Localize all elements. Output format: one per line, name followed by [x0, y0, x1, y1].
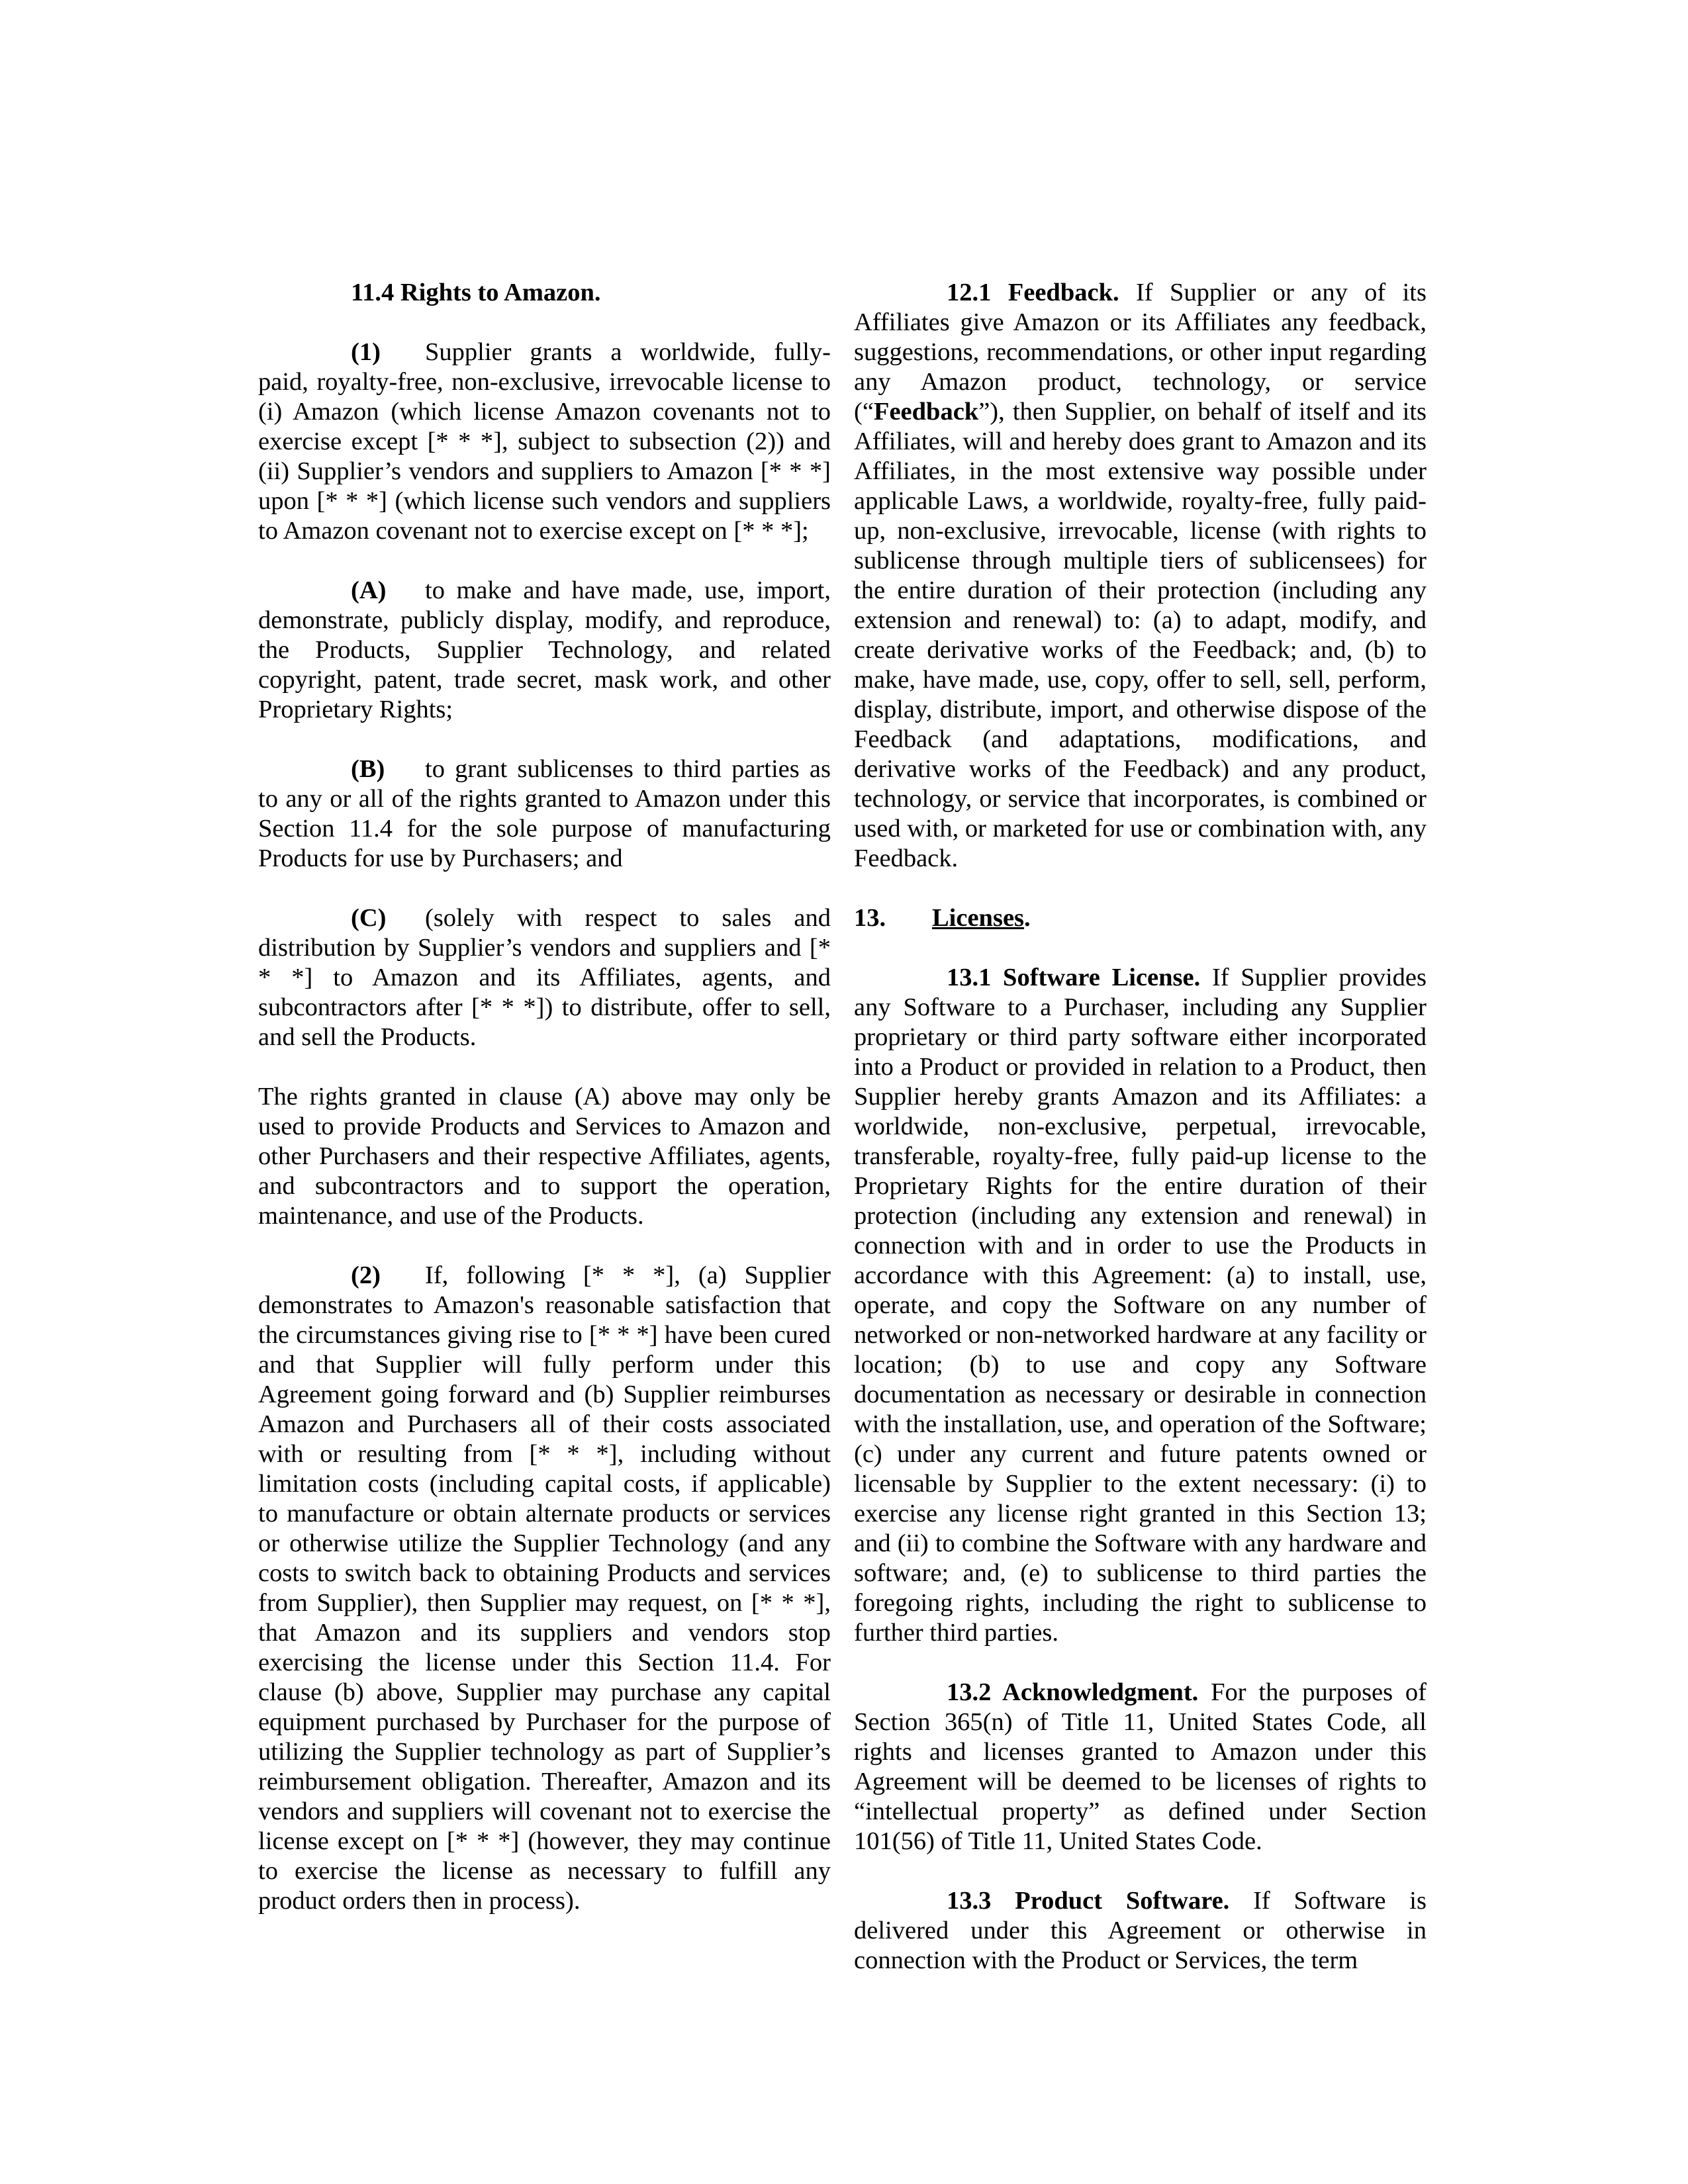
- clause-label-b: (B): [351, 755, 385, 783]
- section-13-3-text: If Software is delivered under this Agreement or otherwise in connection with the Product or Services, the term: [854, 1887, 1427, 1974]
- section-12-1-feedback: [854, 278, 1427, 874]
- clause-text-2: If, following [* * *], (a) Supplier demonstrates to Amazon's reasonable satisfaction that the circumstances giving rise to [* * *] have been cured and that Supplier will fully perform under this Agreement going forward and (b) Supplier reimburses Amazon and Purchasers all of their costs associated with or resulting from [* * *], including without limitation costs (including capital costs, if applicable) to manufacture or obtain alternate products or services or otherwise utilize the Supplier Technology (and any costs to switch back to obtaining Products and services from Supplier), then Supplier may request, on [* * *], that Amazon and its suppliers and vendors stop exercising the license under this Section 11.4. For clause (b) above, Supplier may purchase any capital equipment purchased by Purchaser for the purpose of utilizing the Supplier technology as part of Supplier’s reimbursement obligation. Thereafter, Amazon and its vendors and suppliers will covenant not to exercise the license except on [* * *] (however, they may continue to exercise the license as necessary to fulfill any product orders then in process).: [258, 1261, 831, 1915]
- clause-label-2: (2): [351, 1261, 381, 1289]
- section-13-1-software-license: [854, 963, 1427, 1648]
- feedback-defined-term: Feedback: [873, 398, 979, 426]
- section-13-1-text: If Supplier provides any Software to a Purchaser, including any Supplier proprietary or third party software either incorporated into a Product or provided in relation to a Product, then Supplier hereby grants Amazon and its Affiliates: a worldwide, non-exclusive, perpetual, irrevocable, transferable, royalty-free, fully paid-up license to the Proprietary Rights for the entire duration of their protection (including any extension and renewal) in connection with and in order to use the Products in accordance with this Agreement: (a) to install, use, operate, and copy the Software on any number of networked or non-networked hardware at any facility or location; (b) to use and copy any Software documentation as necessary or desirable in connection with the installation, use, and operation of the Software; (c) under any current and future patents owned or licensable by Supplier to the extent necessary: (i) to exercise any license right granted in this Section 13; and (ii) to combine the Software with any hardware and software; and, (e) to sublicense to third parties the foregoing rights, including the right to sublicense to further third parties.: [854, 964, 1427, 1647]
- paragraph-rights-granted: The rights granted in clause (A) above may only be used to provide Products and Services to Amazon and other Purchasers and their respective Affiliates, agents, and subcontractors and to support the operation, maintenance, and use of the Products.: [258, 1083, 831, 1230]
- clause-text-b: to grant sublicenses to third parties as to any or all of the rights granted to Amazon under this Section 11.4 for the sole purpose of manufacturing Products for use by Purchasers; and: [258, 755, 831, 872]
- section-13-3-product-software: [854, 1886, 1427, 1976]
- paragraph-11-4-1: [258, 338, 831, 546]
- section-13-title-period: .: [1024, 904, 1031, 932]
- paragraph-11-4-a: [258, 576, 831, 725]
- paragraph-11-4-c: [258, 903, 831, 1052]
- section-12-1-text-a: If Supplier or any of its Affiliates give Amazon or its Affiliates any feedback, suggestions, recommendations, or other input regarding any Amazon product, technology, or service (“: [854, 279, 1427, 426]
- paragraph-11-4-b: [258, 754, 831, 874]
- section-13-2-acknowledgment: [854, 1678, 1427, 1856]
- left-column: [258, 278, 831, 1916]
- section-12-1-label: 12.1 Feedback.: [947, 279, 1119, 306]
- section-13-2-text: For the purposes of Section 365(n) of Title 11, United States Code, all rights and licenses granted to Amazon under this Agreement will be deemed to be licenses of rights to “intellectual property” as defined under Section 101(56) of Title 11, United States Code.: [854, 1678, 1427, 1855]
- clause-label-a: (A): [351, 576, 387, 604]
- section-13-2-label: 13.2 Acknowledgment.: [947, 1678, 1199, 1706]
- section-13-title: Licenses: [932, 904, 1025, 932]
- section-13-3-label: 13.3 Product Software.: [947, 1887, 1230, 1915]
- paragraph-11-4-2: [258, 1261, 831, 1916]
- section-11-4-heading: 11.4 Rights to Amazon.: [351, 279, 601, 306]
- clause-text-a: to make and have made, use, import, demonstrate, publicly display, modify, and reproduce, the Products, Supplier Technology, and related copyright, patent, trade secret, mask work, and other Proprietary Rights;: [258, 576, 831, 723]
- clause-label-c: (C): [351, 904, 387, 932]
- clause-text-1: Supplier grants a worldwide, fully-paid, royalty-free, non-exclusive, irrevocable license to (i) Amazon (which license Amazon covenants not to exercise except [* * *], subject to subsection (2)) and (ii) Supplier’s vendors and suppliers to Amazon [* * *] upon [* * *] (which license such vendors and suppliers to Amazon covenant not to exercise except on [* * *];: [258, 338, 831, 545]
- clause-text-c: (solely with respect to sales and distribution by Supplier’s vendors and suppliers and [* * *] to Amazon and its Affiliates, agents, and subcontractors after [* * *]) to distribute, offer to sell, and sell the Products.: [258, 904, 831, 1051]
- section-13-heading: [854, 903, 1427, 933]
- right-column: [854, 278, 1427, 1976]
- section-12-1-text-b: ”), then Supplier, on behalf of itself and its Affiliates, will and hereby does grant to Amazon and its Affiliates, in the most extensive way possible under applicable Laws, a worldwide, royalty-free, fully paid-up, non-exclusive, irrevocable, license (with rights to sublicense through multiple tiers of sublicensees) for the entire duration of their protection (including any extension and renewal) to: (a) to adapt, modify, and create derivative works of the Feedback; and, (b) to make, have made, use, copy, offer to sell, sell, perform, display, distribute, import, and otherwise dispose of the Feedback (and adaptations, modifications, and derivative works of the Feedback) and any product, technology, or service that incorporates, is combined or used with, or marketed for use or combination with, any Feedback.: [854, 398, 1427, 872]
- section-13-1-label: 13.1 Software License.: [947, 964, 1201, 991]
- clause-label-1: (1): [351, 338, 381, 366]
- section-13-number: 13.: [854, 904, 886, 932]
